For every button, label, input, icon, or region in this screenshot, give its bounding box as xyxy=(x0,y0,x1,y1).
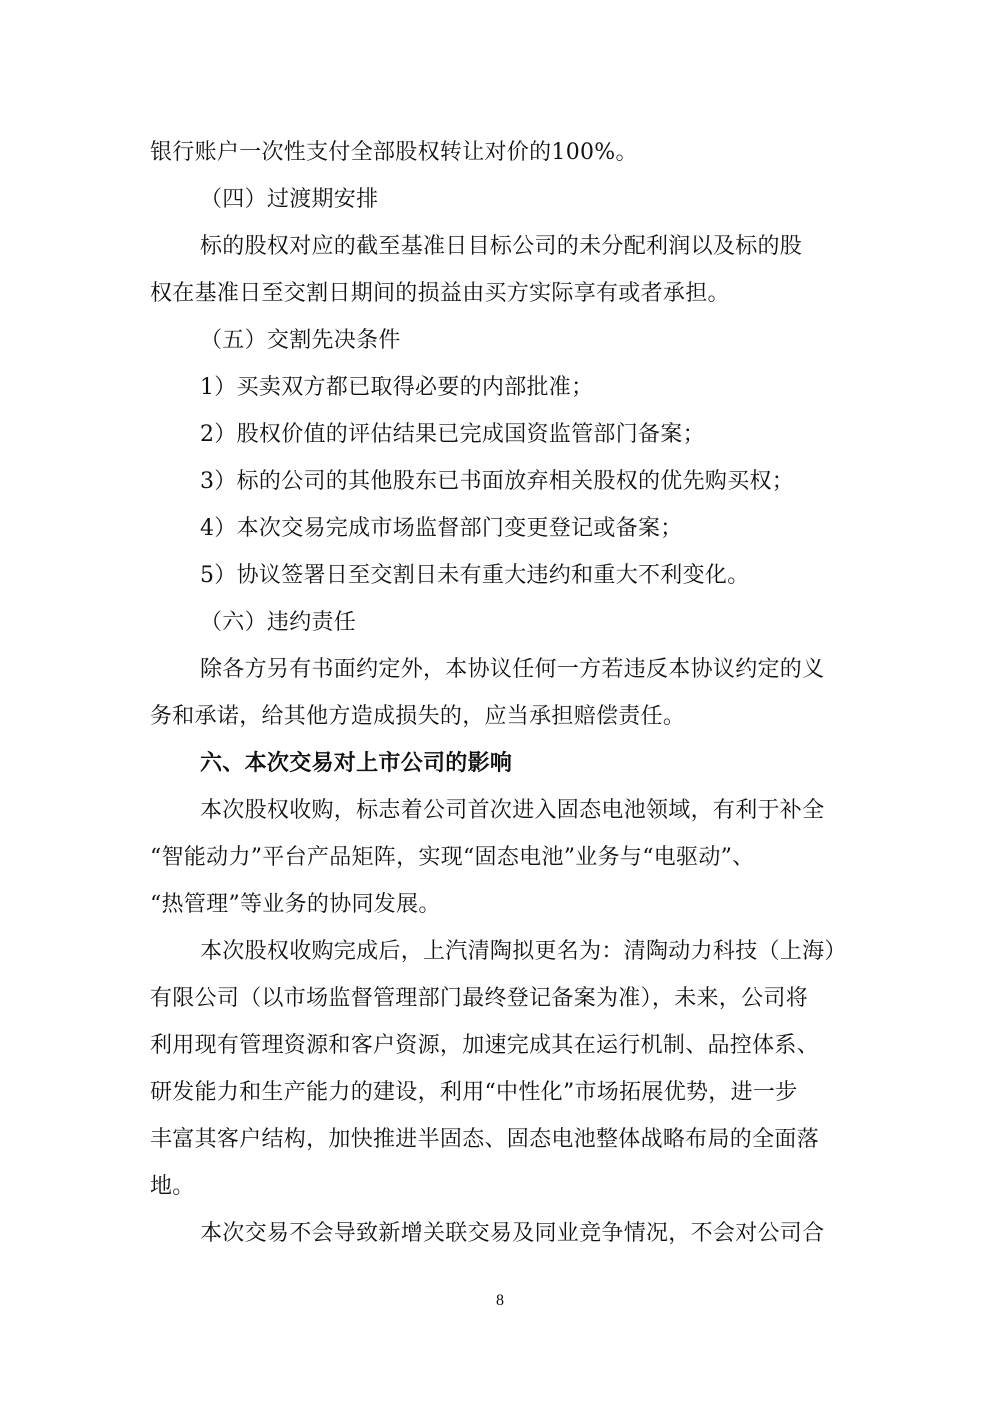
paragraph-line: “智能动力”平台产品矩阵，实现“固态电池”业务与“电驱动”、 xyxy=(150,845,755,870)
subheading-conditions: （五）交割先决条件 xyxy=(200,328,401,353)
paragraph-line: 标的股权对应的截至基准日目标公司的未分配利润以及标的股 xyxy=(200,234,803,259)
paragraph-line: 银行账户一次性支付全部股权转让对价的100%。 xyxy=(150,140,638,165)
subheading-transition: （四）过渡期安排 xyxy=(200,187,379,212)
paragraph-line: 本次交易不会导致新增关联交易及同业竞争情况，不会对公司合 xyxy=(200,1221,825,1246)
paragraph-line: 本次股权收购，标志着公司首次进入固态电池领域，有利于补全 xyxy=(200,798,825,823)
paragraph-line: 本次股权收购完成后，上汽清陶拟更名为：清陶动力科技（上海） xyxy=(200,939,847,964)
list-item: 1）买卖双方都已取得必要的内部批准； xyxy=(200,375,594,400)
paragraph-line: “热管理”等业务的协同发展。 xyxy=(150,892,441,917)
paragraph-line: 除各方另有书面约定外，本协议任何一方若违反本协议约定的义 xyxy=(200,657,825,682)
subheading-liability: （六）违约责任 xyxy=(200,610,357,635)
list-item: 2）股权价值的评估结果已完成国资监管部门备案； xyxy=(200,422,705,447)
page-number: 8 xyxy=(496,1292,504,1309)
section-heading: 六、本次交易对上市公司的影响 xyxy=(200,751,513,776)
paragraph-line: 有限公司（以市场监督管理部门最终登记备案为准），未来，公司将 xyxy=(150,986,809,1011)
list-item: 3）标的公司的其他股东已书面放弃相关股权的优先购买权； xyxy=(200,469,795,494)
paragraph-line: 权在基准日至交割日期间的损益由买方实际享有或者承担。 xyxy=(150,281,730,306)
paragraph-line: 研发能力和生产能力的建设，利用“中性化”市场拓展优势，进一步 xyxy=(150,1080,798,1105)
list-item: 4）本次交易完成市场监督部门变更登记或备案； xyxy=(200,516,683,541)
list-item: 5）协议签署日至交割日未有重大违约和重大不利变化。 xyxy=(200,563,750,588)
paragraph-line: 丰富其客户结构，加快推进半固态、固态电池整体战略布局的全面落 xyxy=(150,1127,820,1152)
paragraph-line: 务和承诺，给其他方造成损失的，应当承担赔偿责任。 xyxy=(150,704,686,729)
paragraph-line: 地。 xyxy=(150,1174,195,1199)
paragraph-line: 利用现有管理资源和客户资源，加速完成其在运行机制、品控体系、 xyxy=(150,1033,820,1058)
